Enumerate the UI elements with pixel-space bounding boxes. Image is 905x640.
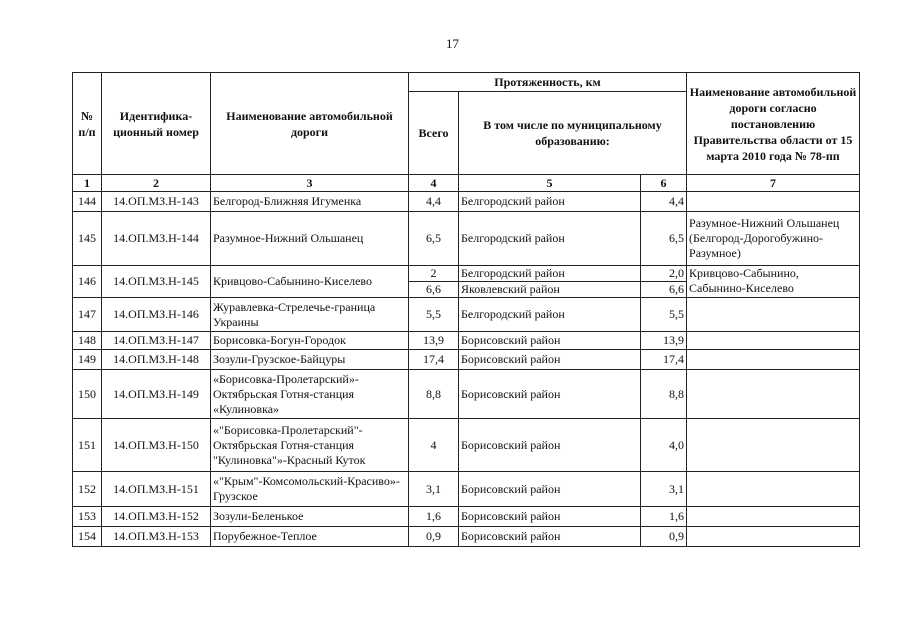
row-id: 14.ОП.МЗ.Н-151 (102, 472, 211, 507)
row-number: 148 (73, 332, 102, 350)
row-id: 14.ОП.МЗ.Н-146 (102, 298, 211, 332)
row-old-name (687, 350, 860, 370)
column-number: 2 (102, 175, 211, 192)
header-by-municipality: В том числе по муниципальному образованию: (459, 92, 687, 175)
row-road-name: «"Крым"-Комсомольский-Красиво»-Грузское (211, 472, 409, 507)
row-total: 1,6 (409, 507, 459, 527)
row-total: 8,8 (409, 370, 459, 419)
row-id: 14.ОП.МЗ.Н-148 (102, 350, 211, 370)
row-district: Белгородский район (459, 266, 641, 282)
table-row (73, 507, 860, 527)
row-total: 13,9 (409, 332, 459, 350)
row-id: 14.ОП.МЗ.Н-144 (102, 212, 211, 266)
row-total: 5,5 (409, 298, 459, 332)
row-km: 3,1 (641, 472, 687, 507)
row-total: 6,6 (409, 282, 459, 298)
row-old-name: Кривцово-Сабынино, Сабынино-Киселево (687, 266, 860, 298)
table-row (73, 527, 860, 547)
page-number: 17 (446, 36, 459, 51)
row-total: 3,1 (409, 472, 459, 507)
row-district: Борисовский район (459, 332, 641, 350)
row-number: 153 (73, 507, 102, 527)
row-road-name: Зозули-Беленькое (211, 507, 409, 527)
row-id: 14.ОП.МЗ.Н-152 (102, 507, 211, 527)
table-row (73, 192, 860, 212)
column-number: 4 (409, 175, 459, 192)
row-id: 14.ОП.МЗ.Н-150 (102, 419, 211, 472)
row-district: Белгородский район (459, 212, 641, 266)
column-number-row (73, 175, 860, 192)
row-district: Борисовский район (459, 370, 641, 419)
header-total: Всего (409, 92, 459, 175)
row-number: 144 (73, 192, 102, 212)
header-id: Идентифика-ционный номер (102, 73, 211, 175)
column-number: 6 (641, 175, 687, 192)
header-road-name: Наименование автомобильной дороги (211, 73, 409, 175)
row-km: 6,5 (641, 212, 687, 266)
row-old-name (687, 370, 860, 419)
row-road-name: Кривцово-Сабынино-Киселево (211, 266, 409, 298)
column-number: 5 (459, 175, 641, 192)
row-number: 146 (73, 266, 102, 298)
row-number: 151 (73, 419, 102, 472)
row-km: 4,0 (641, 419, 687, 472)
row-km: 5,5 (641, 298, 687, 332)
row-district: Борисовский район (459, 507, 641, 527)
row-road-name: Журавлевка-Стрелечье-граница Украины (211, 298, 409, 332)
row-old-name (687, 192, 860, 212)
row-old-name (687, 507, 860, 527)
row-total: 4,4 (409, 192, 459, 212)
column-number: 7 (687, 175, 860, 192)
row-id: 14.ОП.МЗ.Н-145 (102, 266, 211, 298)
row-road-name: Зозули-Грузское-Байцуры (211, 350, 409, 370)
row-number: 150 (73, 370, 102, 419)
roads-table (72, 72, 860, 547)
row-district: Борисовский район (459, 472, 641, 507)
header-row-top (73, 73, 860, 92)
row-number: 154 (73, 527, 102, 547)
table-row (73, 298, 860, 332)
row-km: 0,9 (641, 527, 687, 547)
table-row (73, 419, 860, 472)
row-km: 17,4 (641, 350, 687, 370)
row-road-name: Порубежное-Теплое (211, 527, 409, 547)
row-road-name: Разумное-Нижний Ольшанец (211, 212, 409, 266)
row-km: 6,6 (641, 282, 687, 298)
row-district: Борисовский район (459, 350, 641, 370)
row-km: 13,9 (641, 332, 687, 350)
table-row (73, 370, 860, 419)
row-road-name: Белгород-Ближняя Игуменка (211, 192, 409, 212)
row-road-name: Борисовка-Богун-Городок (211, 332, 409, 350)
row-total: 2 (409, 266, 459, 282)
column-number: 3 (211, 175, 409, 192)
table-row (73, 350, 860, 370)
row-km: 1,6 (641, 507, 687, 527)
row-id: 14.ОП.МЗ.Н-143 (102, 192, 211, 212)
row-id: 14.ОП.МЗ.Н-149 (102, 370, 211, 419)
column-number: 1 (73, 175, 102, 192)
row-km: 2,0 (641, 266, 687, 282)
row-total: 6,5 (409, 212, 459, 266)
row-old-name (687, 332, 860, 350)
row-district: Белгородский район (459, 298, 641, 332)
row-old-name (687, 472, 860, 507)
row-total: 0,9 (409, 527, 459, 547)
header-length-group: Протяженность, км (409, 73, 687, 92)
row-total: 4 (409, 419, 459, 472)
row-old-name (687, 527, 860, 547)
row-district: Белгородский район (459, 192, 641, 212)
table-row (73, 266, 860, 282)
row-road-name: «Борисовка-Пролетарский»-Октябрьская Готня-станция «Кулиновка» (211, 370, 409, 419)
row-district: Борисовский район (459, 419, 641, 472)
row-road-name: «"Борисовка-Пролетарский"-Октябрьская Готня-станция "Кулиновка"»-Красный Куток (211, 419, 409, 472)
row-district: Борисовский район (459, 527, 641, 547)
row-km: 4,4 (641, 192, 687, 212)
row-km: 8,8 (641, 370, 687, 419)
row-number: 147 (73, 298, 102, 332)
row-district: Яковлевский район (459, 282, 641, 298)
row-old-name (687, 298, 860, 332)
row-old-name: Разумное-Нижний Ольшанец (Белгород-Дорогобужино-Разумное) (687, 212, 860, 266)
row-id: 14.ОП.МЗ.Н-147 (102, 332, 211, 350)
row-number: 145 (73, 212, 102, 266)
table-row (73, 472, 860, 507)
header-num: № п/п (73, 73, 102, 175)
row-id: 14.ОП.МЗ.Н-153 (102, 527, 211, 547)
table-row (73, 212, 860, 266)
table-row (73, 332, 860, 350)
row-number: 152 (73, 472, 102, 507)
header-resolution-name: Наименование автомобильной дороги согласно постановлению Правительства области от 15 марта 2010 года № 78-пп (687, 73, 860, 175)
row-total: 17,4 (409, 350, 459, 370)
row-old-name (687, 419, 860, 472)
row-number: 149 (73, 350, 102, 370)
